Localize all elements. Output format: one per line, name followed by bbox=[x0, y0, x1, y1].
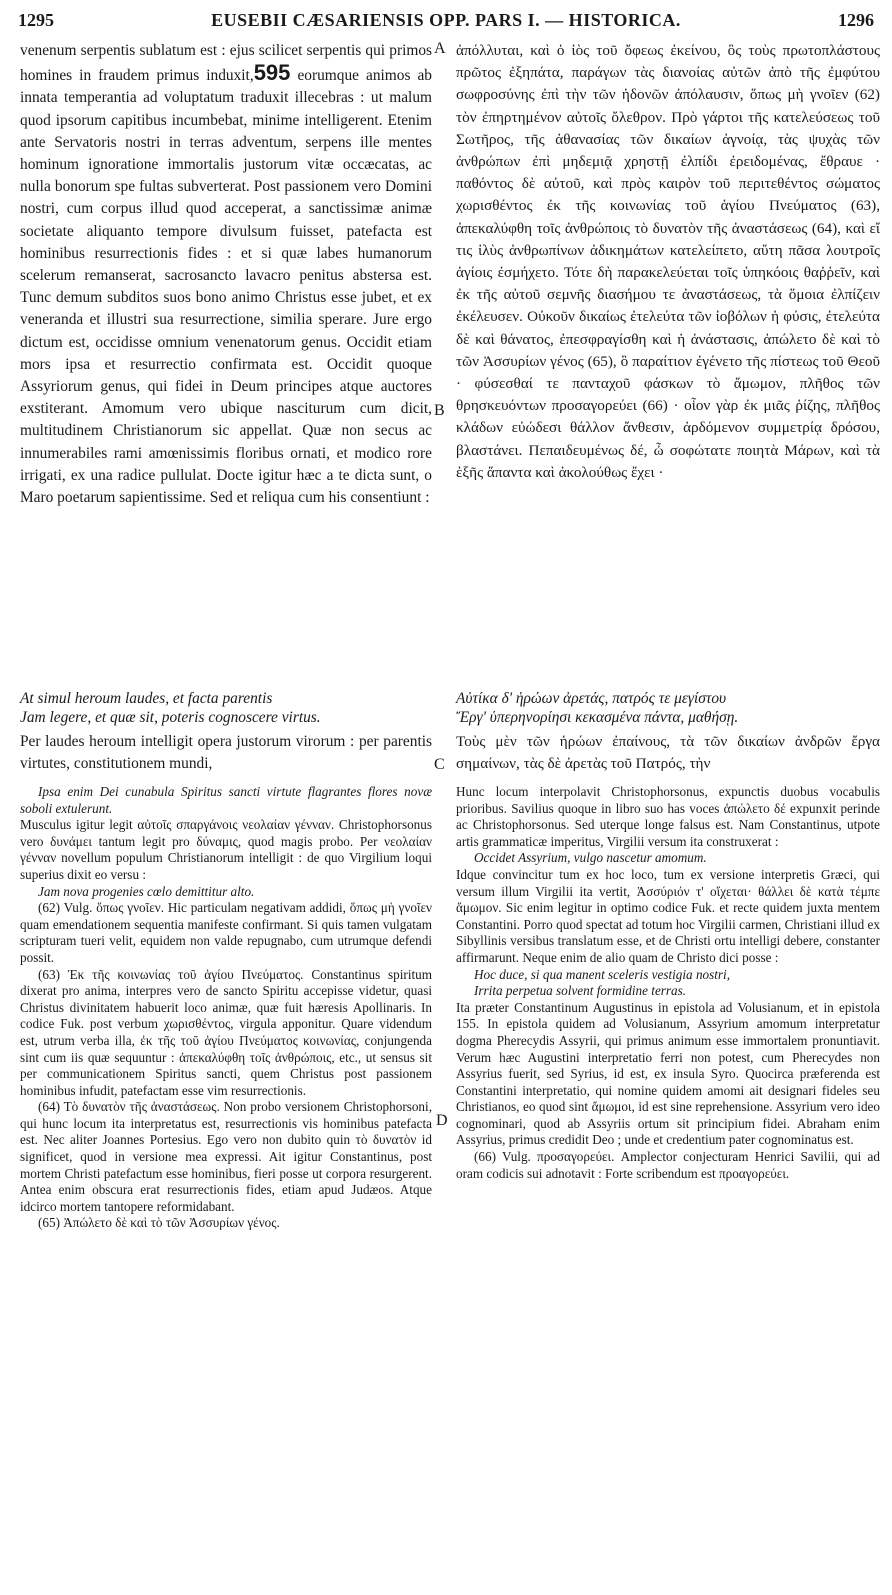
latin-verse-line-1: At simul heroum laudes, et facta parentis bbox=[20, 690, 273, 707]
page-header bbox=[18, 10, 874, 38]
note-verse: Jam nova progenies cœlo demittitur alto. bbox=[38, 883, 255, 899]
note-paragraph: (62) Vulg. ὅπως γνοῖεν. Hic particulam negativam addidi, ὅπως μὴ γνοῖεν quam emendationem sequentia manifeste confirmant. Si quis tamen vulgatam scripturam tueri velit, equidem non valde repugnabo, cum utrumque defendi possit. bbox=[20, 900, 432, 965]
note-paragraph: (66) Vulg. προσαγορεύει. Amplector conjecturam Henrici Savilii, qui ad oram codicis sui adnotavit : Forte scribendum est προαγορεύει. bbox=[456, 1149, 880, 1181]
latin-verse-line-2: Jam legere, et quæ sit, poteris cognoscere virtus. bbox=[20, 709, 321, 726]
margin-letter-d: D bbox=[436, 1112, 448, 1129]
latin-paragraph-continued: Per laudes heroum intelligit opera justorum virorum : per parentis virtutes, constitutionem mundi, bbox=[20, 733, 432, 773]
note-paragraph: (63) Ἐκ τῆς κοινωνίας τοῦ ἁγίου Πνεύματος. Constantinus spiritum dixerat pro anima, interpres vero de sancto Spiritu accepisse videtur, quasi Christus divinitatem habuerit loco animæ, quæ fuit hæresis Apollinaris. In codice Fuk. post verbum χωρισθέντος, virgula apponitur. Quare videndum est, utrum verba illa, ἐκ τῆς τοῦ ἁγίου Πνεύματος κοινωνίας, conjungenda sint cum iis quæ sequuntur : ἀπεκαλύφθη τοῖς ἀνθρώποις, etc., ut sensus sit per communicationem Spiritus sancti, quem Christus post passionem hominibus infudit, patefactam esse vim resurrectionis. bbox=[20, 966, 432, 1098]
margin-letter-a: A bbox=[434, 40, 446, 57]
page-number-left: 1295 bbox=[18, 10, 54, 30]
notes-right-column bbox=[456, 784, 880, 1584]
greek-paragraph: ἀπόλλυται, καὶ ὁ ἰὸς τοῦ ὄφεως ἐκείνου, ὃς τοὺς πρωτοπλάστους πρῶτος ἐξηπάτα, παράγων τὰς διανοίας αὐτῶν ἀπὸ τῆς ἐμφύτου σωφροσύνης ἐπὶ τὴν τῶν ἡδονῶν ἀπόλαυσιν, ὅπως μὴ γνοῖεν (62) τὸν ἐπηρτημένον αὐτοῖς ὄλεθρον. Πρὸ γάρτοι τῆς κατελεύσεως τοῦ Σωτῆρος, τῆς ἀθανασίας τῶν δικαίων ἀγνοίᾳ, τὰς ψυχὰς τῶν ἀνθρώπων ἐπὶ μηδεμιᾷ χρηστῇ ἐλπίδι ἐρειδομένας, ἔθραυε · παθόντος δὲ αὐτοῦ, καὶ πρὸς καιρὸν τοῦ περιτεθέντος σώματος χωρισθέντος ἐκ τῆς κοινωνίας τοῦ ἁγίου Πνεύματος (63), ἀπεκαλύφθη τοῖς ἀνθρώποις τὸ δυνατὸν τῆς ἀναστάσεως (64), καὶ εἴ τις ἰλὺς ἀνθρωπίνων ἀδικημάτων κατελείπετο, αὕτη πᾶσα λουτροῖς ἁγίοις ἐσμήχετο. Τότε δὴ παρακελεύεται τοῖς ὑπηκόοις θαῤῥεῖν, καὶ ἐκ τῆς αὐτοῦ σεμνῆς διασήμου τε ἀναστάσεως, τὰ ὅμοια ἐλπίζειν ἐκέλευσεν. Οὐκοῦν δικαίως ἐτελεύτα τῶν ἰοβόλων ἡ φύσις, ἐτελεύτα δὲ καὶ θάνατος, ἐπεσφραγίσθη καὶ ἡ ἀνάστασις, ἀπώλετο δὲ καὶ τὸ τῶν Ἀσσυρίων γένος (65), ὃ παραίτιον ἐγένετο τῆς πίστεως τοῦ Θεοῦ · φύσεσθαί τε πανταχοῦ φάσκων τὸ ἄμωμον, πλῆθος τῶν θρησκευόντων προσαγορεύει (66) · οἷον γὰρ ἐκ μιᾶς ῥίζης, πλῆθος κλάδων εὐώδεσι θάλλον ἄνθεσιν, ἀρδόμενον συμμετρίᾳ δρόσου, βλαστάνει. Πεπαιδευμένως δέ, ὦ σοφώτατε ποιητὰ Μάρων, καὶ τὰ ἑξῆς ἅπαντα καὶ ἀκολούθως ἔχει · bbox=[456, 42, 880, 481]
note-paragraph: (64) Τὸ δυνατὸν τῆς ἀναστάσεως. Non probo versionem Christophorsoni, qui hunc locum ita interpretatus est, resurrectionis vis hominibus patefacta est. Nec aliter Joannes Portesius. Ego vero non dubito quin τὸ δυνατὸν id significet, quod in versione mea expressi. Ait igitur Constantinus, post mortem Christi patefactum esse hominibus, fieri posse ut corpora resurgerent. Antea enim obscura erat resurrectionis fides, etiam apud Judæos. Atque idcirco mortem tantopere reformidabant. bbox=[20, 1099, 432, 1214]
greek-verse-line-2: Ἔργ' ὑπερηνορίησι κεκασμένα πάντα, μαθήσῃ. bbox=[456, 709, 739, 726]
notes-left-column bbox=[20, 784, 432, 1584]
column-number-marker: 595 bbox=[253, 60, 291, 86]
latin-text-column-continued bbox=[20, 731, 432, 779]
latin-text-part-2: eorumque animos ab innata temperantia ad voluptatum traduxit illecebras : ut malum quod ipsorum capitibus incumbebat, minime intelligerent. Etenim ante Servatoris nostri in terras adventum, serpens ille mentes hominum ignoratione immortalis justorum vitæ occæcatas, ac nulla bonorum spe fultas subverterat. Post passionem vero Domini nostri, cum corpus illud quod acceperat, a sanctissimæ animæ societate aliquanto tempore divulsum fuisset, patefacta est hominibus resurrectionis fides : et si quæ labes humanorum scelerum remanserat, sacrosancto lavacro penitus abstersa est. Tunc demum subditos suos bono animo Christus esse jubet, et ex veneranda et illustri sua resurrectione, similia sperare. Jure ergo dictum est, occidisse omnium venenatorum genus. Occidit etiam mors ipsa et resurrectio confirmata est. Occidit quoque Assyriorum genus, qui fidei in Deum principes atque auctores exstiterant. Amomum vero ubique nasciturum cum dicit, multitudinem Christianorum sic appellat. Quæ non secus ac innumerabiles rami amœnissimis floribus ornati, et modico rore irrigati, ex una radice pullulat. Docte igitur hæc a te dicta sunt, o Maro poetarum sapientissime. Sed et reliqua cum his consentiunt : bbox=[20, 67, 432, 507]
note-verse: Hoc duce, si qua manent sceleris vestigia nostri, bbox=[474, 966, 731, 982]
margin-letter-c: C bbox=[434, 756, 445, 773]
note-paragraph: Idque convincitur tum ex hoc loco, tum ex versione interpretis Græci, qui versum illum Virgilii ita vertit, Ἀσσύριόν τ' οἴχεται· θάλλει δὲ κατὰ τέμπε ἄμωμον. Sic enim legitur in optimo codice Fuk. et recte quidem juxta mentem Constantini. Porro quod spectat ad totum hoc Virgilii carmen, Christiani illud ex Sibyllinis versibus translatum esse, et de Christi ortu intelligi debere, constanter affirmarunt. Neque enim de alio quam de Christo dici posse : bbox=[456, 866, 880, 965]
note-paragraph: (65) Ἀπώλετο δὲ καὶ τὸ τῶν Ἀσσυρίων γένος. bbox=[38, 1215, 280, 1231]
latin-verse bbox=[20, 689, 432, 727]
running-title: EUSEBII CÆSARIENSIS OPP. PARS I. — HISTORICA. bbox=[211, 10, 681, 30]
greek-text-column-continued bbox=[456, 731, 880, 779]
greek-verse bbox=[456, 689, 880, 727]
latin-text-part-1: venenum serpentis sublatum est : ejus scilicet serpentis qui primos homines in fraudem primus induxit, bbox=[20, 42, 432, 85]
latin-text-column bbox=[20, 40, 432, 509]
greek-text-column bbox=[456, 40, 880, 650]
greek-paragraph-continued: Τοὺς μὲν τῶν ἡρώων ἐπαίνους, τὰ τῶν δικαίων ἀνδρῶν ἔργα σημαίνων, τὰς δὲ ἀρετὰς τοῦ Πατρός, τὴν bbox=[456, 733, 880, 773]
page-number-right: 1296 bbox=[838, 10, 874, 30]
note-verse: Occidet Assyrium, vulgo nascetur amomum. bbox=[474, 850, 707, 866]
latin-paragraph bbox=[20, 40, 432, 509]
margin-letter-b: B bbox=[434, 402, 445, 419]
greek-verse-line-1: Αὐτίκα δ' ἡρώων ἀρετάς, πατρός τε μεγίστου bbox=[456, 690, 727, 707]
note-paragraph: Ipsa enim Dei cunabula Spiritus sancti virtute flagrantes flores novæ soboli extulerunt. bbox=[20, 784, 432, 816]
note-paragraph: Musculus igitur legit αὐτοῖς σπαργάνοις νεολαίαν γένναν. Christophorsonus vero δυνάμει tantum legit pro δύναμις, quod magis probo. Per νεολαίαν γένναν novellum populum Christianorum intelligit : de quo Virgilium loqui superius dixit eo versu : bbox=[20, 817, 432, 882]
note-verse: Irrita perpetua solvent formidine terras. bbox=[474, 983, 687, 999]
note-paragraph: Ita præter Constantinum Augustinus in epistola ad Volusianum, et in epistola 155. In epistola quidem ad Volusianum, Assyrium amomum interpretatur dogma Pherecydis Assyrii, qui primus animum esse immortalem pronuntiavit. Verum hæc Augustini interpretatio ferri non potest, cum Pherecydes non Assyrius fuerit, sed Syrius, id est, ex insula Syro. Quocirca præferenda est Constantini interpretatio, qui nomine quidem amomi ait designari fideles seu Christianos, eo quod sint ἄμωμοι, id est sine reprehensione. Assyrium vero ideo cognominari, quod ab Assyriis ortum sit principium fidei. Abraham enim Assyrius, primus credidit Deo ; unde et credentium pater cognominatus est. bbox=[456, 999, 880, 1148]
note-paragraph: Hunc locum interpolavit Christophorsonus, expunctis duobus vocabulis prioribus. Savilius quoque in libro suo has voces ἀπώλετο δέ expunxit perinde ac Christophorsonus. Sed uterque longe falsus est. Nam Constantinus, utpote artis grammaticæ imperitus, Virgilii versum ita construxerat : bbox=[456, 784, 880, 849]
